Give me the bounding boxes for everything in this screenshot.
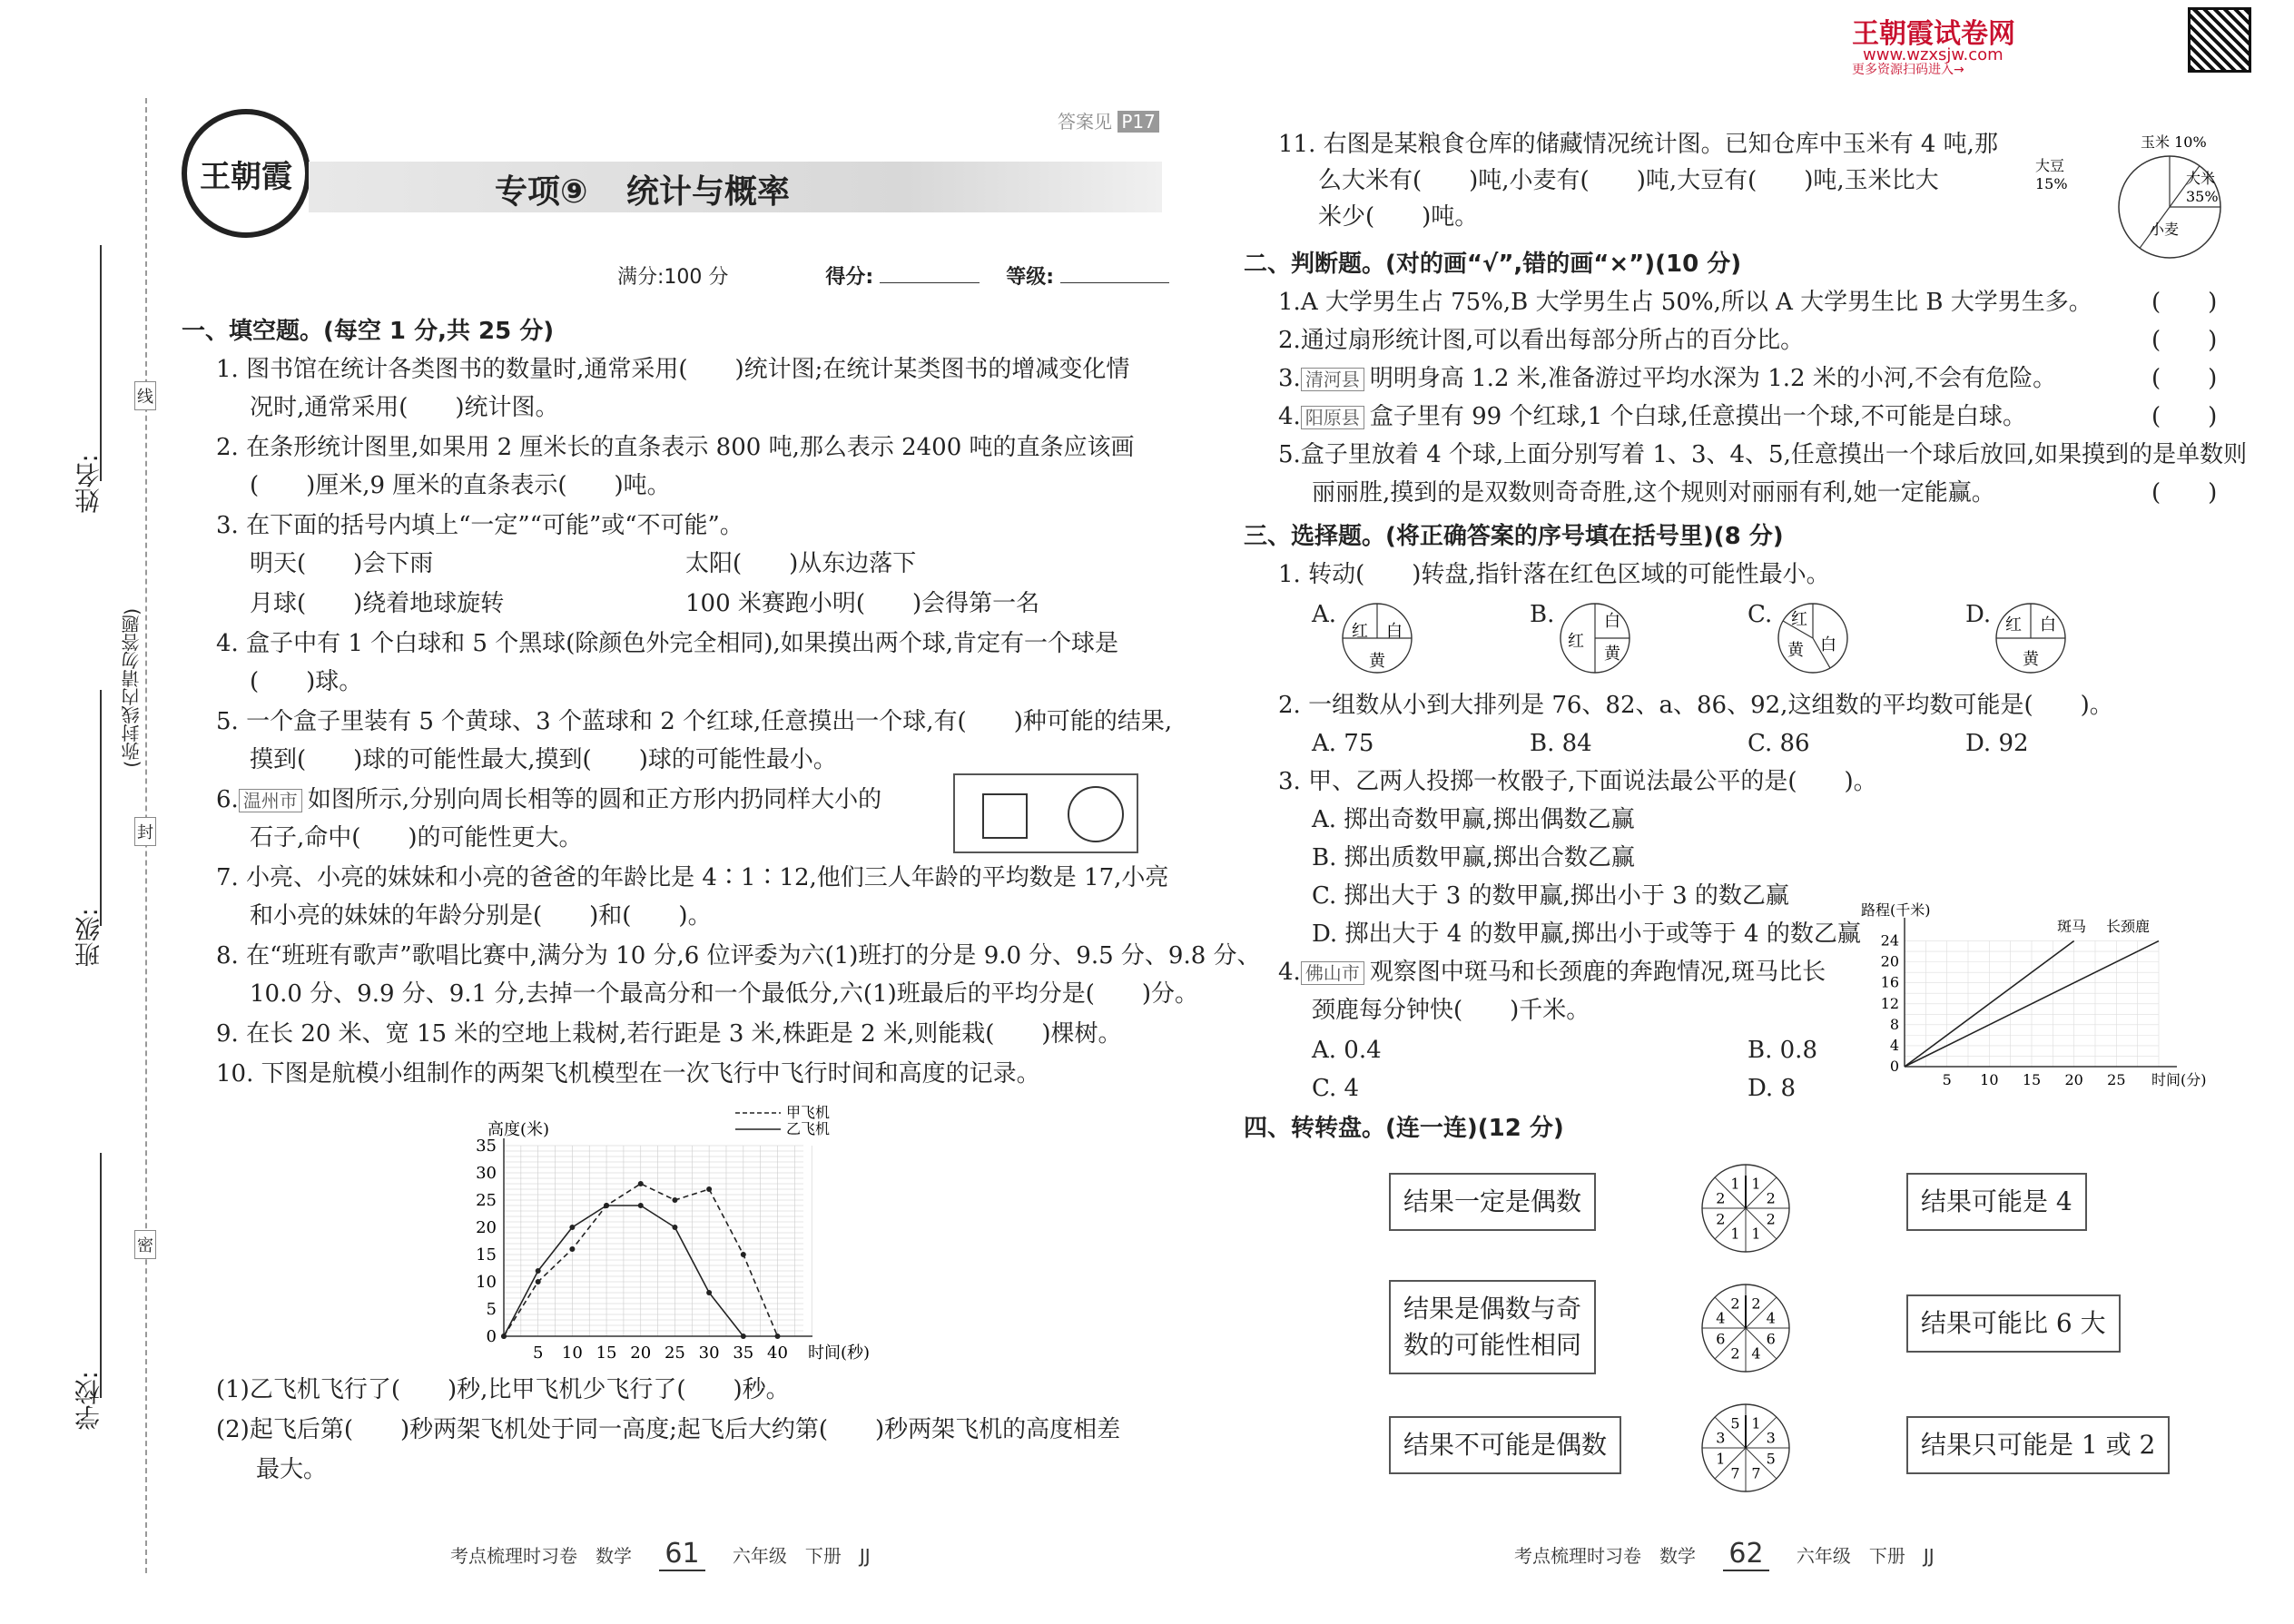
q10-sub1: (1)乙飞机飞行了( )秒,比甲飞机少飞行了( )秒。 — [216, 1376, 790, 1403]
brand-sub: 更多资源扫码进入→ — [1852, 63, 1964, 77]
spinner-number: 7 — [1730, 1464, 1740, 1482]
judge-item — [1278, 398, 2026, 437]
match-left-2[interactable] — [1389, 1280, 1596, 1374]
spinner-number: 2 — [1766, 1189, 1776, 1207]
x-tick-label: 5 — [532, 1343, 544, 1363]
spinner-c — [1772, 597, 1854, 679]
grade-blank[interactable] — [1060, 282, 1169, 283]
spinner-number: 5 — [1730, 1414, 1740, 1432]
spinner-region-label: 红 — [1352, 622, 1368, 641]
q3-a: 明天( )会下雨 — [250, 550, 434, 577]
choice-q2-a: A. 75 — [1312, 730, 1374, 757]
judge-text: 盒子里有 99 个红球,1 个白球,任意摸出一个球,不可能是白球。 — [1369, 403, 2027, 430]
data-point — [569, 1246, 575, 1252]
spinner-number: 6 — [1716, 1330, 1726, 1348]
spinner-number: 1 — [1751, 1225, 1761, 1243]
q10-sub3: 最大。 — [256, 1456, 328, 1483]
section3-title: 三、选择题。(将正确答案的序号填在括号里)(8 分) — [1244, 523, 1784, 550]
q2-line1: 2. 在条形统计图里,如果用 2 厘米长的直条表示 800 吨,那么表示 2400 吨的直条应该画 — [216, 434, 1135, 461]
qr-code — [2188, 7, 2251, 73]
x-tick-label: 5 — [1942, 1071, 1952, 1088]
zebra-giraffe-chart — [1843, 899, 2233, 1107]
match-spinner-2[interactable] — [1696, 1278, 1796, 1378]
spinner-number: 7 — [1751, 1464, 1761, 1482]
spinner-number: 2 — [1766, 1210, 1776, 1228]
school-underline — [100, 1153, 102, 1398]
legend-label: 甲飞机 — [786, 1104, 831, 1121]
x-tick-label: 15 — [596, 1343, 617, 1363]
y-tick-label: 5 — [486, 1300, 497, 1319]
spinner-opt-c-label: C. — [1748, 601, 1773, 628]
q8-line2: 10.0 分、9.9 分、9.1 分,去掉一个最高分和一个最低分,六(1)班最后的平均分是( )分。 — [250, 980, 1199, 1008]
y-tick-label: 35 — [476, 1137, 497, 1156]
legend-label: 乙飞机 — [786, 1120, 831, 1137]
choice-q4-text: 观察图中斑马和长颈鹿的奔跑情况,斑马比长 — [1369, 959, 1826, 986]
q3-c: 月球( )绕着地球旋转 — [250, 590, 505, 617]
choice-q4-b: B. 0.8 — [1748, 1037, 1817, 1064]
section4-title: 四、转转盘。(连一连)(12 分) — [1244, 1115, 1564, 1142]
choice-q3: 3. 甲、乙两人投掷一枚骰子,下面说法最公平的是( )。 — [1278, 768, 1877, 795]
q10-sub2: (2)起飞后第( )秒两架飞机处于同一高度;起飞后大约第( )秒两架飞机的高度相差 — [216, 1416, 1121, 1443]
q4-line2: ( )球。 — [250, 668, 363, 695]
seal-mark-seal: 封 — [134, 817, 156, 846]
q11-line2: 么大米有( )吨,小麦有( )吨,大豆有( )吨,玉米比大 — [1318, 167, 1939, 194]
pie-label-corn: 玉米 10% — [2141, 133, 2207, 151]
brand-site: 王朝霞试卷网 — [1852, 18, 2015, 50]
q1-line1: 1. 图书馆在统计各类图书的数量时,通常采用( )统计图;在统计某类图书的增减变化情 — [216, 356, 1130, 383]
judge-item — [1278, 436, 2247, 474]
spinner-number: 1 — [1716, 1450, 1726, 1468]
spinner-number: 2 — [1716, 1210, 1726, 1228]
choice-q2-c: C. 86 — [1748, 730, 1810, 757]
answer-ref — [1058, 107, 1159, 133]
brand-url: www.wzxsjw.com — [1863, 45, 2004, 64]
x-tick-label: 30 — [698, 1343, 720, 1363]
x-tick-label: 25 — [664, 1343, 685, 1363]
footer-left-page: 61 — [659, 1538, 704, 1571]
series-label: 斑马 — [2057, 918, 2087, 935]
match-right-3[interactable]: 结果只可能是 1 或 2 — [1906, 1416, 2170, 1474]
answer-page: P17 — [1117, 111, 1159, 133]
x-tick-label: 25 — [2107, 1071, 2126, 1088]
data-point — [741, 1252, 746, 1257]
q7-line1: 7. 小亮、小亮的妹妹和小亮的爸爸的年龄比是 4∶1∶12,他们三人年龄的平均数是 17,小亮 — [216, 864, 1169, 891]
match-left-3[interactable]: 结果不可能是偶数 — [1389, 1416, 1621, 1474]
y-tick-label: 24 — [1880, 931, 1899, 950]
answer-ref-text: 答案见 — [1058, 111, 1112, 133]
judge-answer-bracket[interactable]: ( ) — [2151, 403, 2218, 430]
section2-title: 二、判断题。(对的画“√”,错的画“×”)(10 分) — [1244, 251, 1742, 278]
choice-q3-a: A. 掷出奇数甲赢,掷出偶数乙赢 — [1312, 806, 1635, 833]
spinner-region-label: 红 — [1791, 610, 1807, 629]
data-point — [741, 1334, 746, 1339]
footer-left-text: 考点梳理时习卷 数学 — [450, 1545, 632, 1567]
x-tick-label: 40 — [767, 1343, 788, 1363]
y-tick-label: 30 — [476, 1164, 497, 1183]
x-axis-label: 时间(分) — [2151, 1071, 2207, 1088]
match-right-1[interactable]: 结果可能是 4 — [1906, 1173, 2087, 1231]
x-axis-label: 时间(秒) — [808, 1343, 871, 1363]
spinner-number: 2 — [1751, 1294, 1761, 1313]
y-axis-label: 高度(米) — [487, 1120, 549, 1139]
y-tick-label: 4 — [1889, 1036, 1899, 1054]
pie-label-wheat: 小麦 — [2150, 221, 2180, 238]
spinner-region-label: 红 — [2005, 615, 2022, 635]
score-blank[interactable] — [880, 282, 980, 283]
match-left-2-line1: 结果是偶数与奇 — [1403, 1294, 1582, 1324]
x-tick-label: 20 — [2064, 1071, 2083, 1088]
data-point — [604, 1203, 609, 1208]
score-row — [617, 261, 1169, 290]
choice-q4-num: 4. — [1278, 959, 1301, 986]
spinner-region-label: 白 — [1386, 622, 1403, 641]
spinner-d — [1990, 597, 2072, 679]
x-tick-label: 20 — [630, 1343, 652, 1363]
q4-line1: 4. 盒子中有 1 个白球和 5 个黑球(除颜色外完全相同),如果摸出两个球,肯定有一个球是 — [216, 630, 1119, 657]
judge-item — [1278, 283, 2092, 321]
footer-right-page: 62 — [1723, 1538, 1768, 1571]
y-tick-label: 10 — [476, 1273, 497, 1292]
y-axis-label: 路程(千米) — [1861, 901, 1931, 919]
q3-line: 3. 在下面的括号内填上“一定”“可能”或“不可能”。 — [216, 512, 743, 539]
choice-q4-line1 — [1278, 953, 1826, 992]
spinner-region-label: 红 — [1568, 632, 1584, 651]
spinner-number: 1 — [1730, 1175, 1740, 1193]
q10-line: 10. 下图是航模小组制作的两架飞机模型在一次飞行中飞行时间和高度的记录。 — [216, 1060, 1040, 1088]
judge-answer-bracket[interactable]: ( ) — [2151, 479, 2218, 507]
match-spinner-3[interactable] — [1696, 1398, 1796, 1498]
spinner-number: 2 — [1730, 1344, 1740, 1363]
q6-num: 6. — [216, 786, 239, 813]
class-underline — [100, 690, 102, 926]
q6-text: 如图所示,分别向周长相等的圆和正方形内扔同样大小的 — [307, 786, 882, 813]
match-spinner-1[interactable] — [1696, 1158, 1796, 1258]
choice-q4-line2: 颈鹿每分钟快( )千米。 — [1312, 997, 1590, 1024]
q1-line2: 况时,通常采用( )统计图。 — [250, 394, 559, 421]
match-left-2-line2: 数的可能性相同 — [1403, 1330, 1582, 1360]
match-left-1[interactable]: 结果一定是偶数 — [1389, 1173, 1596, 1231]
footer-right — [1514, 1538, 1935, 1570]
q5-line1: 5. 一个盒子里装有 5 个黄球、3 个蓝球和 2 个红球,任意摸出一个球,有( )种可能的结果, — [216, 708, 1173, 735]
judge-text: A 大学男生占 75%,B 大学男生占 50%,所以 A 大学男生比 B 大学男生多。 — [1300, 289, 2092, 316]
choice-q2: 2. 一组数从小到大排列是 76、82、a、86、92,这组数的平均数可能是( )。 — [1278, 692, 2113, 719]
spinner-number: 5 — [1766, 1450, 1776, 1468]
spinner-region-label: 白 — [1820, 635, 1836, 655]
q9-line: 9. 在长 20 米、宽 15 米的空地上栽树,若行距是 3 米,株距是 2 米,则能栽( )棵树。 — [216, 1020, 1122, 1048]
pie-label-soy: 大豆 — [2035, 157, 2065, 174]
y-tick-label: 8 — [1889, 1015, 1899, 1033]
spinner-b — [1554, 597, 1636, 679]
spinner-a — [1336, 597, 1418, 679]
choice-q4-c: C. 4 — [1312, 1075, 1360, 1102]
judge-item — [1278, 321, 1804, 359]
spinner-number: 4 — [1766, 1309, 1776, 1327]
y-tick-label: 25 — [476, 1191, 497, 1210]
data-point — [569, 1225, 575, 1230]
x-tick-label: 35 — [733, 1343, 754, 1363]
seal-mark-line: 线 — [134, 381, 156, 410]
judge-text: 通过扇形统计图,可以看出每部分所占的百分比。 — [1300, 327, 1805, 354]
title-text: 统计与概率 — [626, 173, 791, 211]
data-point — [501, 1334, 507, 1339]
circle-shape — [1068, 786, 1124, 842]
pie-label-rice: 大米 — [2186, 170, 2216, 187]
airplane-chart — [454, 1100, 962, 1363]
spinner-number: 6 — [1766, 1330, 1776, 1348]
pie-label-rice-pct: 35% — [2186, 188, 2219, 205]
q6-line2: 石子,命中( )的可能性更大。 — [250, 824, 583, 851]
y-tick-label: 16 — [1880, 973, 1899, 991]
y-tick-label: 12 — [1880, 994, 1899, 1012]
q6-region-tag: 温州市 — [239, 789, 302, 812]
score-label: 得分: — [825, 266, 874, 289]
judge-num: 5. — [1278, 441, 1301, 468]
y-tick-label: 20 — [476, 1218, 497, 1237]
data-point — [638, 1181, 644, 1186]
choice-q3-c: C. 掷出大于 3 的数甲赢,掷出小于 3 的数乙赢 — [1312, 882, 1789, 910]
class-label: 班级: — [74, 908, 103, 968]
choice-q1: 1. 转动( )转盘,指针落在红色区域的可能性最小。 — [1278, 561, 1830, 588]
spinner-number: 1 — [1751, 1175, 1761, 1193]
q2-line2: ( )厘米,9 厘米的直条表示( )吨。 — [250, 472, 671, 499]
data-point — [638, 1203, 644, 1208]
spinner-opt-a-label: A. — [1312, 601, 1337, 628]
grade-label: 等级: — [1006, 266, 1055, 289]
judge-num: 4. — [1278, 403, 1301, 430]
q5-line2: 摸到( )球的可能性最大,摸到( )球的可能性最小。 — [250, 746, 837, 773]
data-point — [536, 1268, 541, 1274]
data-point — [706, 1290, 712, 1295]
spinner-number: 1 — [1751, 1414, 1761, 1432]
footer-left — [450, 1538, 871, 1570]
judge-num: 1. — [1278, 289, 1301, 316]
q3-d: 100 米赛跑小明( )会得第一名 — [685, 590, 1040, 617]
spinner-opt-b-label: B. — [1530, 601, 1555, 628]
y-tick-label: 15 — [476, 1245, 497, 1265]
seal-mark-secret: 密 — [134, 1230, 156, 1259]
judge-num: 2. — [1278, 327, 1301, 354]
spinner-region-label: 白 — [1604, 612, 1620, 631]
judge-answer-bracket[interactable]: ( ) — [2151, 365, 2218, 392]
spinner-region-label: 黄 — [1787, 641, 1804, 660]
spinner-number: 2 — [1716, 1189, 1726, 1207]
spinner-number: 2 — [1730, 1294, 1740, 1313]
region-tag: 阳原县 — [1301, 406, 1364, 429]
spinner-region-label: 白 — [2040, 615, 2056, 635]
footer-right-text: 考点梳理时习卷 数学 — [1514, 1545, 1696, 1567]
spinner-region-label: 黄 — [1369, 652, 1385, 671]
q11-line3: 米少( )吨。 — [1318, 203, 1479, 231]
name-underline — [100, 245, 102, 481]
choice-q3-d: D. 掷出大于 4 的数甲赢,掷出小于或等于 4 的数乙赢 — [1312, 920, 1861, 948]
judge-item5-line2: 丽丽胜,摸到的是双数则奇奇胜,这个规则对丽丽有利,她一定能赢。 — [1312, 479, 1995, 507]
pie-label-soy-pct: 15% — [2035, 175, 2068, 192]
q6-line1 — [216, 781, 881, 820]
x-tick-label: 15 — [2022, 1071, 2042, 1088]
y-tick-label: 0 — [486, 1327, 497, 1346]
page-title — [495, 166, 790, 212]
footer-left-after: 六年级 下册 JJ — [732, 1545, 871, 1567]
data-point — [706, 1186, 712, 1192]
x-tick-label: 10 — [561, 1343, 583, 1363]
judge-text: 盒子里放着 4 个球,上面分别写着 1、3、4、5,任意摸出一个球后放回,如果摸到的是单数则 — [1300, 441, 2248, 468]
brand-logo — [182, 109, 310, 238]
judge-text: 明明身高 1.2 米,准备游过平均水深为 1.2 米的小河,不会有危险。 — [1369, 365, 2057, 392]
choice-q3-b: B. 掷出质数甲赢,掷出合数乙赢 — [1312, 844, 1635, 871]
x-tick-label: 10 — [1980, 1071, 1999, 1088]
judge-item — [1278, 359, 2056, 399]
spinner-number: 1 — [1730, 1225, 1740, 1243]
spinner-opt-d-label: D. — [1965, 601, 1992, 628]
judge-num: 3. — [1278, 365, 1301, 392]
y-tick-label: 20 — [1880, 952, 1899, 970]
spinner-number: 3 — [1766, 1429, 1776, 1447]
choice-q2-b: B. 84 — [1530, 730, 1592, 757]
match-right-2[interactable]: 结果可能比 6 大 — [1906, 1294, 2121, 1353]
spinner-number: 4 — [1716, 1309, 1726, 1327]
region-tag: 清河县 — [1301, 368, 1364, 391]
judge-answer-bracket[interactable]: ( ) — [2151, 327, 2218, 354]
grain-pie-chart — [2033, 127, 2233, 263]
seal-note: (弥封线内请勿答题) — [121, 608, 143, 768]
q8-line1: 8. 在“班班有歌声”歌唱比赛中,满分为 10 分,6 位评委为六(1)班打的分是 9.0 分、9.5 分、9.8 分、 — [216, 942, 1261, 969]
spinner-region-label: 黄 — [1604, 645, 1620, 664]
q3-b: 太阳( )从东边落下 — [685, 550, 917, 577]
data-point — [672, 1197, 677, 1203]
spinner-number: 3 — [1716, 1429, 1726, 1447]
q7-line2: 和小亮的妹妹的年龄分别是( )和( )。 — [250, 902, 712, 930]
data-point — [672, 1225, 677, 1230]
choice-q4-d: D. 8 — [1748, 1075, 1796, 1102]
choice-q2-d: D. 92 — [1965, 730, 2029, 757]
school-label: 学校: — [74, 1371, 103, 1431]
choice-q4-a: A. 0.4 — [1312, 1037, 1382, 1064]
data-point — [536, 1279, 541, 1284]
series-label: 长颈鹿 — [2106, 918, 2151, 935]
title-number: 专项⑨ — [495, 173, 588, 211]
full-score: 满分:100 分 — [617, 266, 729, 289]
square-shape — [982, 793, 1028, 839]
q11-line1: 11. 右图是某粮食仓库的储藏情况统计图。已知仓库中玉米有 4 吨,那 — [1278, 131, 1998, 158]
q4-region-tag: 佛山市 — [1301, 961, 1364, 985]
brand-logo-text: 王朝霞 — [200, 158, 292, 195]
section1-title: 一、填空题。(每空 1 分,共 25 分) — [182, 318, 555, 345]
judge-answer-bracket[interactable]: ( ) — [2151, 289, 2218, 316]
spinner-number: 4 — [1751, 1344, 1761, 1363]
q6-figure — [953, 773, 1138, 853]
data-point — [775, 1334, 781, 1339]
footer-right-after: 六年级 下册 JJ — [1796, 1545, 1935, 1567]
spinner-region-label: 黄 — [2023, 650, 2039, 669]
y-tick-label: 0 — [1889, 1058, 1899, 1075]
name-label: 姓名: — [74, 454, 103, 514]
